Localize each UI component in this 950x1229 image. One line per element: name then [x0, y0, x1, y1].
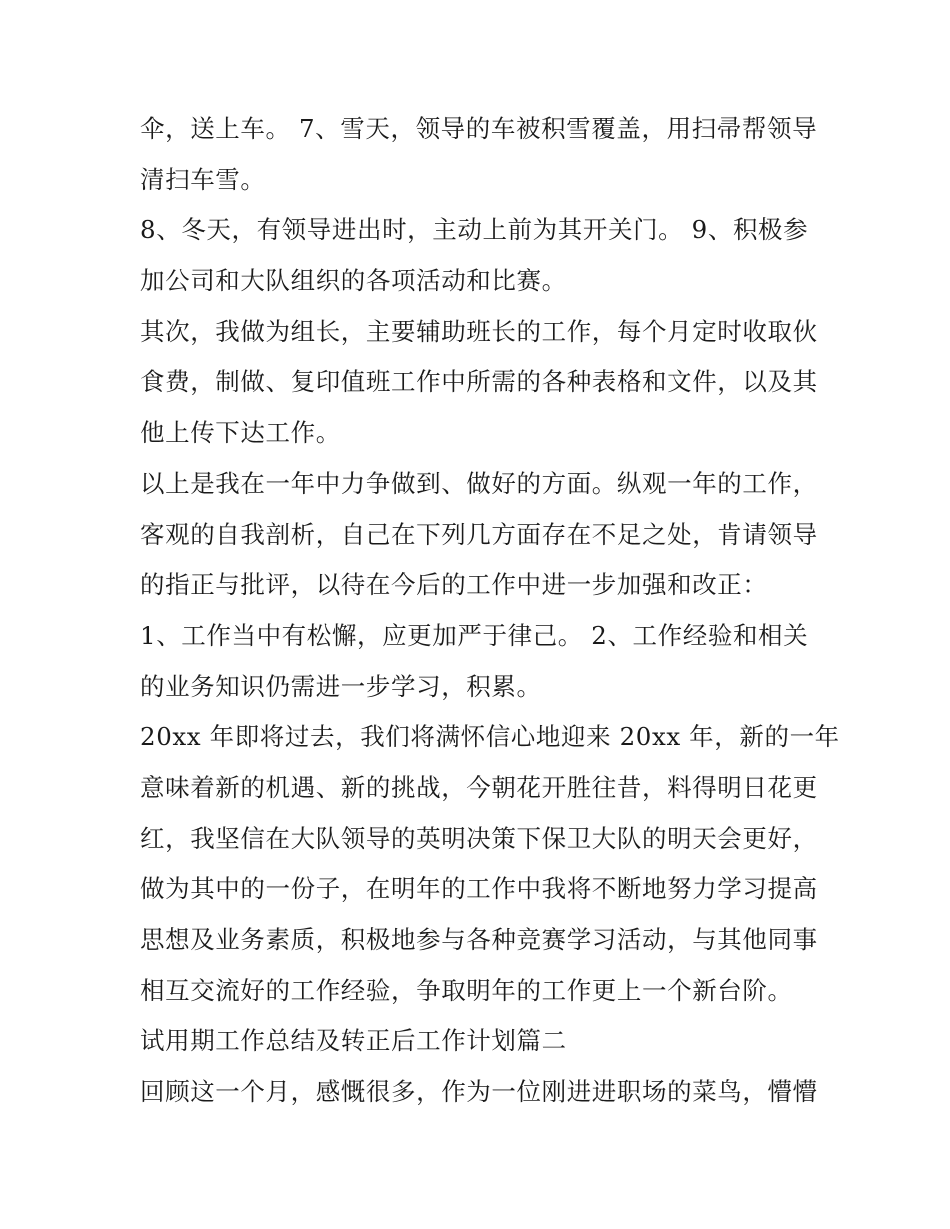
- text-line: 他上传下达工作。: [140, 418, 341, 448]
- text-line: 的指正与批评，以待在今后的工作中进一步加强和改正：: [140, 570, 768, 600]
- text-line: 红，我坚信在大队领导的英明决策下保卫大队的明天会更好，: [140, 823, 818, 853]
- text-line: 回顾这一个月，感慨很多，作为一位刚进进职场的菜鸟，懵懵: [140, 1077, 818, 1107]
- text-line: 思想及业务素质，积极地参与各种竞赛学习活动，与其他同事: [140, 925, 818, 954]
- section-heading: 试用期工作总结及转正后工作计划篇二: [140, 1026, 567, 1056]
- text-line: 20xx 年即将过去，我们将满怀信心地迎来 20xx 年，新的一年: [140, 722, 840, 752]
- text-line: 1、工作当中有松懈，应更加严于律己。 2、工作经验和相关: [140, 620, 809, 650]
- text-line: 做为其中的一份子，在明年的工作中我将不断地努力学习提高: [140, 874, 818, 904]
- text-line: 意味着新的机遇、新的挑战，今朝花开胜往昔，料得明日花更: [140, 772, 818, 802]
- text-line: 客观的自我剖析，自己在下列几方面存在不足之处，肯请领导: [140, 519, 818, 549]
- text-line: 食费，制做、复印值班工作中所需的各种表格和文件，以及其: [140, 367, 818, 397]
- text-line: 相互交流好的工作经验，争取明年的工作更上一个新台阶。: [140, 975, 793, 1005]
- text-line: 8、冬天，有领导进出时，主动上前为其开关门。 9、积极参: [140, 215, 809, 245]
- document-body: [140, 104, 840, 1118]
- text-line: 其次，我做为组长，主要辅助班长的工作，每个月定时收取伙: [140, 316, 818, 346]
- text-line: 清扫车雪。: [140, 164, 266, 194]
- text-line: 伞，送上车。 7、雪天，领导的车被积雪覆盖，用扫帚帮领导: [140, 114, 818, 143]
- text-line: 的业务知识仍需进一步学习，积累。: [140, 671, 542, 701]
- text-line: 加公司和大队组织的各项活动和比赛。: [140, 266, 567, 296]
- text-line: 以上是我在一年中力争做到、做好的方面。纵观一年的工作，: [140, 468, 818, 498]
